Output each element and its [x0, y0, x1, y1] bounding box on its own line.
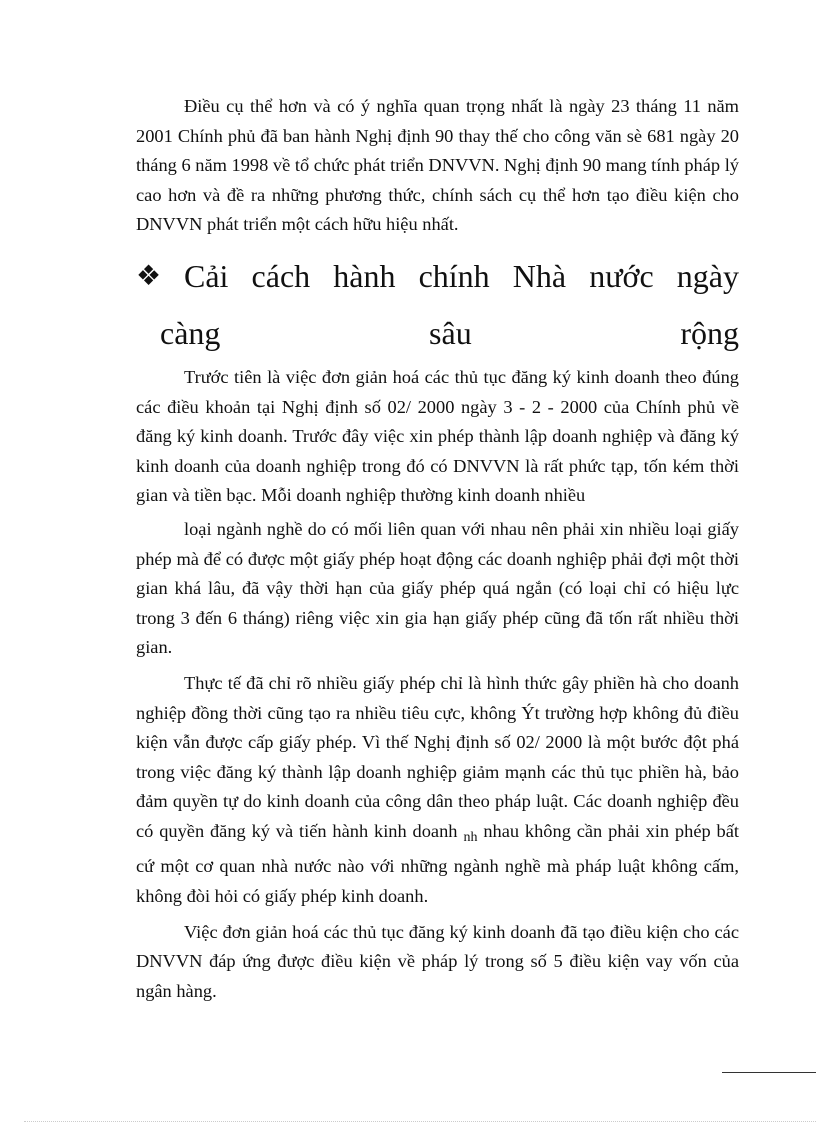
paragraph-decree-90: Điều cụ thể hơn và có ý nghĩa quan trọng nhất là ngày 23 tháng 11 năm 2001 Chính phủ đã ban hành Nghị định 90 thay thế cho công văn sè 681 ngày 20 tháng 6 năm 1998 về tổ chức phát triển DNVVN. Nghị định 90 mang tính pháp lý cao hơn và đề ra những phương thức, chính sách cụ thể hơn tạo điều kiện cho DNVVN phát triển một cách hữu hiệu nhất. — [136, 96, 739, 235]
paragraph-decree-02-tail: nhau không cần phải xin phép bất cứ một cơ quan nhà nước nào với những ngành nghề mà pháp luật không cấm, không đòi hỏi có giấy phép kinh doanh. — [136, 820, 739, 907]
paragraph-decree-02 — [136, 669, 739, 912]
section-heading-line2: càng sâu rộng — [160, 314, 739, 351]
paragraph-licenses: loại ngành nghề do có mối liên quan với nhau nên phải xin nhiều loại giấy phép mà để có được một giấy phép hoạt động các doanh nghiệp phải đợi một thời gian khá lâu, đã vậy thời hạn của giấy phép quá ngắn (có loại chỉ có hiệu lực trong 3 đến 6 tháng) riêng việc xin gia hạn giấy phép cũng đã tốn rất nhiều thời gian. — [136, 518, 739, 658]
paragraph-loan-conditions: Việc đơn giản hoá các thủ tục đăng ký kinh doanh đã tạo điều kiện cho các DNVVN đáp ứng được điều kiện về pháp lý trong số 5 điều kiện vay vốn của ngân hàng. — [136, 921, 739, 1001]
document-body — [136, 92, 739, 1006]
section-heading-line1: Cải cách hành chính Nhà nước ngày — [184, 257, 739, 294]
page-bottom-edge — [24, 1121, 816, 1122]
diamond-bullet-icon: ❖ — [136, 260, 162, 292]
section-heading — [136, 248, 739, 305]
paragraph-registration-simplification: Trước tiên là việc đơn giản hoá các thủ tục đăng ký kinh doanh theo đúng các điều khoản tại Nghị định số 02/ 2000 ngày 3 - 2 - 2000 của Chính phủ về đăng ký kinh doanh. Trước đây việc xin phép thành lập doanh nghiệp và đăng ký kinh doanh của doanh nghiệp trong đó có DNVVN là rất phức tạp, tốn kém thời gian và tiền bạc. Mỗi doanh nghiệp thường kinh doanh nhiều — [136, 366, 739, 506]
text-fragment: nh — [463, 829, 478, 845]
footnote-separator — [722, 1072, 816, 1073]
paragraph-decree-02-main: Thực tế đã chỉ rõ nhiều giấy phép chỉ là hình thức gây phiền hà cho doanh nghiệp đồng thời cũng tạo ra nhiều tiêu cực, không Ýt trường hợp không đủ điều kiện vẫn được cấp giấy phép. Vì thế Nghị định số 02/ 2000 là một bước đột phá trong việc đăng ký thành lập doanh nghiệp giảm mạnh các thủ tục phiền hà, bảo đảm quyền tự do kinh doanh của công dân theo pháp luật. Các doanh nghiệp đều có quyền đăng ký và tiến hành kinh doanh — [136, 672, 739, 841]
